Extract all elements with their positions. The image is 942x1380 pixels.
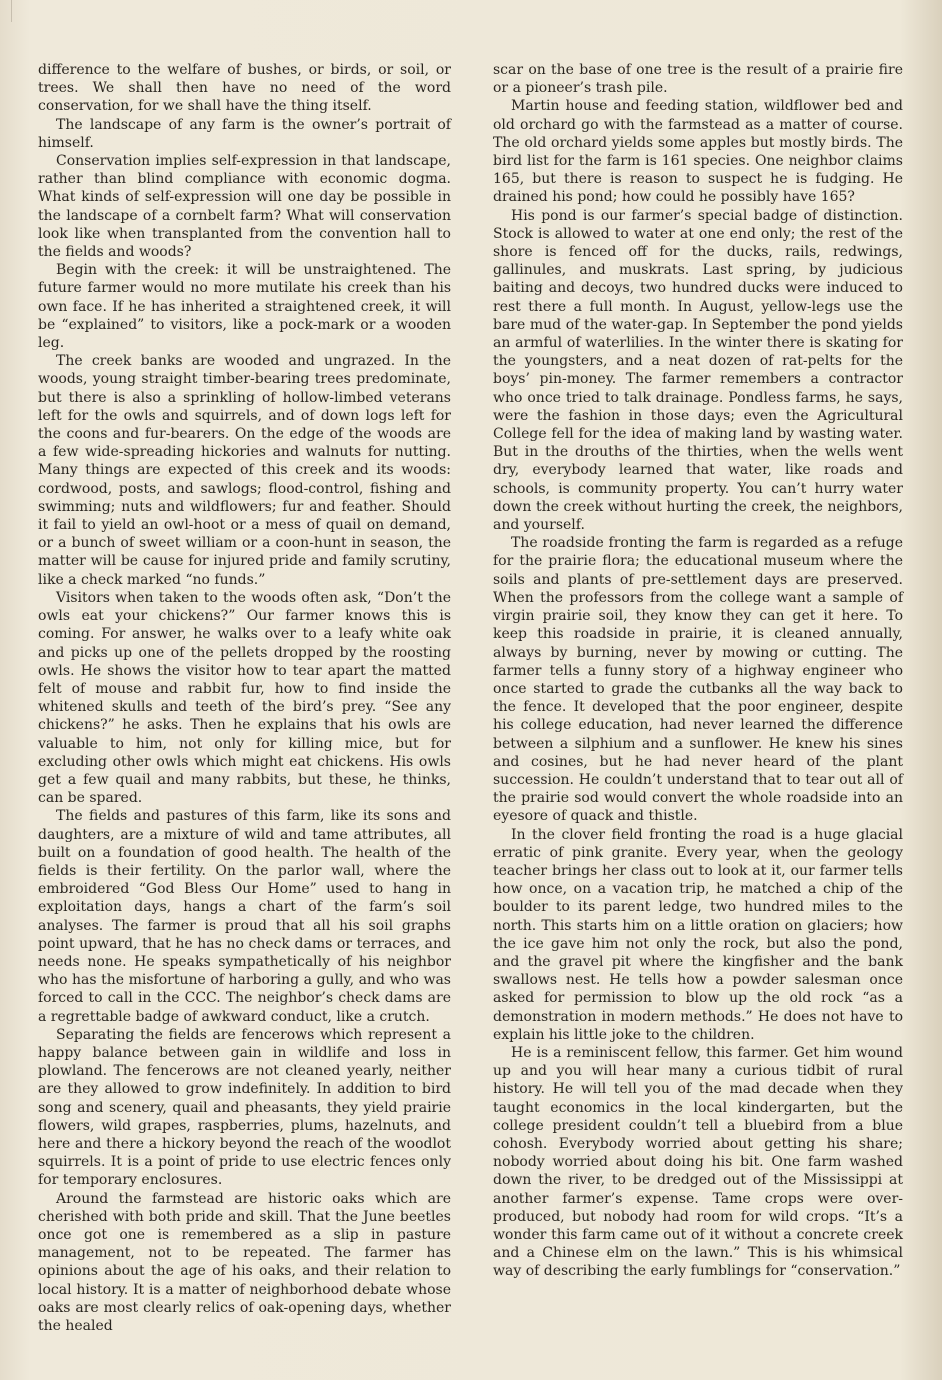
paragraph: In the clover field fronting the road is a huge glacial erratic of pink granite. Every year, when the geology teacher brings her class out to look at it, our farmer tells how once, on a vacation trip, he matched a chip of the boulder to its parent ledge, two hundred miles to the north. This starts him on a little oration on glaciers; how the ice gave him not only the rock, but also the pond, and the gravel pit where the kingfisher and the bank swallows nest. He tells how a powder salesman once asked for permission to blow up the old rock “as a demonstration in modern methods.” He does not have to explain his little joke to the children.: [493, 826, 903, 1043]
left-column: [38, 61, 451, 1335]
paragraph: Visitors when taken to the woods often ask, “Don’t the owls eat your chickens?” Our farmer knows this is coming. For answer, he walks over to a leafy white oak and picks up one of the pellets dropped by the roosting owls. He shows the visitor how to tear apart the matted felt of mouse and rabbit fur, how to find inside the whitened skulls and teeth of the bird’s prey. “See any chickens?” he asks. Then he explains that his owls are valuable to him, not only for killing mice, but for excluding other owls which might eat chickens. His owls get a few quail and many rabbits, but these, he thinks, can be spared.: [38, 589, 451, 807]
paragraph: Conservation implies self-expression in that landscape, rather than blind compliance with economic dogma. What kinds of self-expression will one day be possible in the landscape of a cornbelt farm? What will conservation look like when transplanted from the convention hall to the fields and woods?: [38, 153, 451, 261]
paragraph: Martin house and feeding station, wildflower bed and old orchard go with the farmstead as a matter of course. The old orchard yields some apples but mostly birds. The bird list for the farm is 161 species. One neighbor claims 165, but there is reason to suspect he is fudging. He drained his pond; how could he possibly have 165?: [493, 98, 903, 206]
paragraph: difference to the welfare of bushes, or birds, or soil, or trees. We shall then have no need of the word conservation, for we shall have the thing itself.: [38, 62, 451, 115]
paragraph: Begin with the creek: it will be unstraightened. The future farmer would no more mutilate his creek than his own face. If he has inherited a straightened creek, it will be “explained” to visitors, like a pock-mark or a wooden leg.: [38, 262, 451, 352]
paragraph: His pond is our farmer’s special badge of distinction. Stock is allowed to water at one end only; the rest of the shore is fenced off for the ducks, rails, redwings, gallinules, and muskrats. Last spring, by judicious baiting and decoys, two hundred ducks were induced to rest there a full month. In August, yellow-legs use the bare mud of the water-gap. In September the pond yields an armful of waterlilies. In the winter there is skating for the youngsters, and a neat dozen of rat-pelts for the boys’ pin-money. The farmer remembers a contractor who once tried to talk drainage. Pondless farms, he says, were the fashion in those days; even the Agricultural College fell for the idea of making land by wasting water. But in the drouths of the thirties, when the wells went dry, everybody learned that water, like roads and schools, is community property. You can’t hurry water down the creek without hurting the creek, the neighbors, and yourself.: [493, 207, 903, 534]
paragraph: scar on the base of one tree is the result of a prairie fire or a pioneer’s trash pile.: [493, 62, 903, 97]
paragraph: The fields and pastures of this farm, like its sons and daughters, are a mixture of wild and tame attributes, all built on a foundation of good health. The health of the fields is their fertility. On the parlor wall, where the embroidered “God Bless Our Home” used to hang in exploitation days, hangs a chart of the farm’s soil analyses. The farmer is proud that all his soil graphs point upward, that he has no check dams or terraces, and needs none. He speaks sympathetically of his neighbor who has the misfortune of harboring a gully, and who was forced to call in the CCC. The neighbor’s check dams are a regrettable badge of awkward conduct, like a crutch.: [38, 808, 451, 1025]
paragraph: Around the farmstead are historic oaks which are cherished with both pride and skill. That the June beetles once got one is remembered as a slip in pasture management, not to be repeated. The farmer has opinions about the age of his oaks, and their relation to local history. It is a matter of neighborhood debate whose oaks are most clearly relics of oak-opening days, whether the healed: [38, 1190, 451, 1335]
paragraph: He is a reminiscent fellow, this farmer. Get him wound up and you will hear many a curious tidbit of rural history. He will tell you of the mad decade when they taught economics in the local kindergarten, but the college president couldn’t tell a bluebird from a blue cohosh. Everybody worried about getting his share; nobody worried about doing his bit. One farm washed down the river, to be dredged out of the Mississippi at another farmer’s expense. Tame crops were over-produced, but nobody had room for wild crops. “It’s a wonder this farm came out of it without a concrete creek and a Chinese elm on the lawn.” This is his whimsical way of describing the early fumblings for “conservation.”: [493, 1044, 903, 1280]
paragraph: Separating the fields are fencerows which represent a happy balance between gain in wildlife and loss in plowland. The fencerows are not cleaned yearly, neither are they allowed to grow indefinitely. In addition to bird song and scenery, quail and pheasants, they yield prairie flowers, wild grapes, raspberries, plums, hazelnuts, and here and there a hickory beyond the reach of the woodlot squirrels. It is a point of pride to use electric fences only for temporary enclosures.: [38, 1026, 451, 1189]
paragraph: The creek banks are wooded and ungrazed. In the woods, young straight timber-bearing trees predominate, but there is also a sprinkling of hollow-limbed veterans left for the owls and squirrels, and of down logs left for the coons and fur-bearers. On the edge of the woods are a few wide-spreading hickories and walnuts for nutting. Many things are expected of this creek and its woods: cordwood, posts, and sawlogs; flood-control, fishing and swimming; nuts and wildflowers; fur and feather. Should it fail to yield an owl-hoot or a mess of quail on demand, or a bunch of sweet william or a coon-hunt in season, the matter will be cause for injured pride and family scrutiny, like a check marked “no funds.”: [38, 353, 451, 588]
page-edge-mark: [3, 0, 12, 22]
paragraph: The roadside fronting the farm is regarded as a refuge for the prairie flora; the educational museum where the soils and plants of pre-settlement days are preserved. When the professors from the college want a sample of virgin prairie soil, they know they can get it here. To keep this roadside in prairie, it is cleaned annually, always by burning, never by mowing or cutting. The farmer tells a funny story of a highway engineer who once started to grade the cutbanks all the way back to the fence. It developed that the poor engineer, despite his college education, had never learned the difference between a silphium and a sunflower. He knew his sines and cosines, but he had never heard of the plant succession. He couldn’t understand that to tear out all of the prairie sod would convert the whole roadside into an eyesore of quack and thistle.: [493, 535, 903, 825]
right-column: [493, 61, 903, 1281]
paragraph: The landscape of any farm is the owner’s portrait of himself.: [38, 116, 451, 151]
